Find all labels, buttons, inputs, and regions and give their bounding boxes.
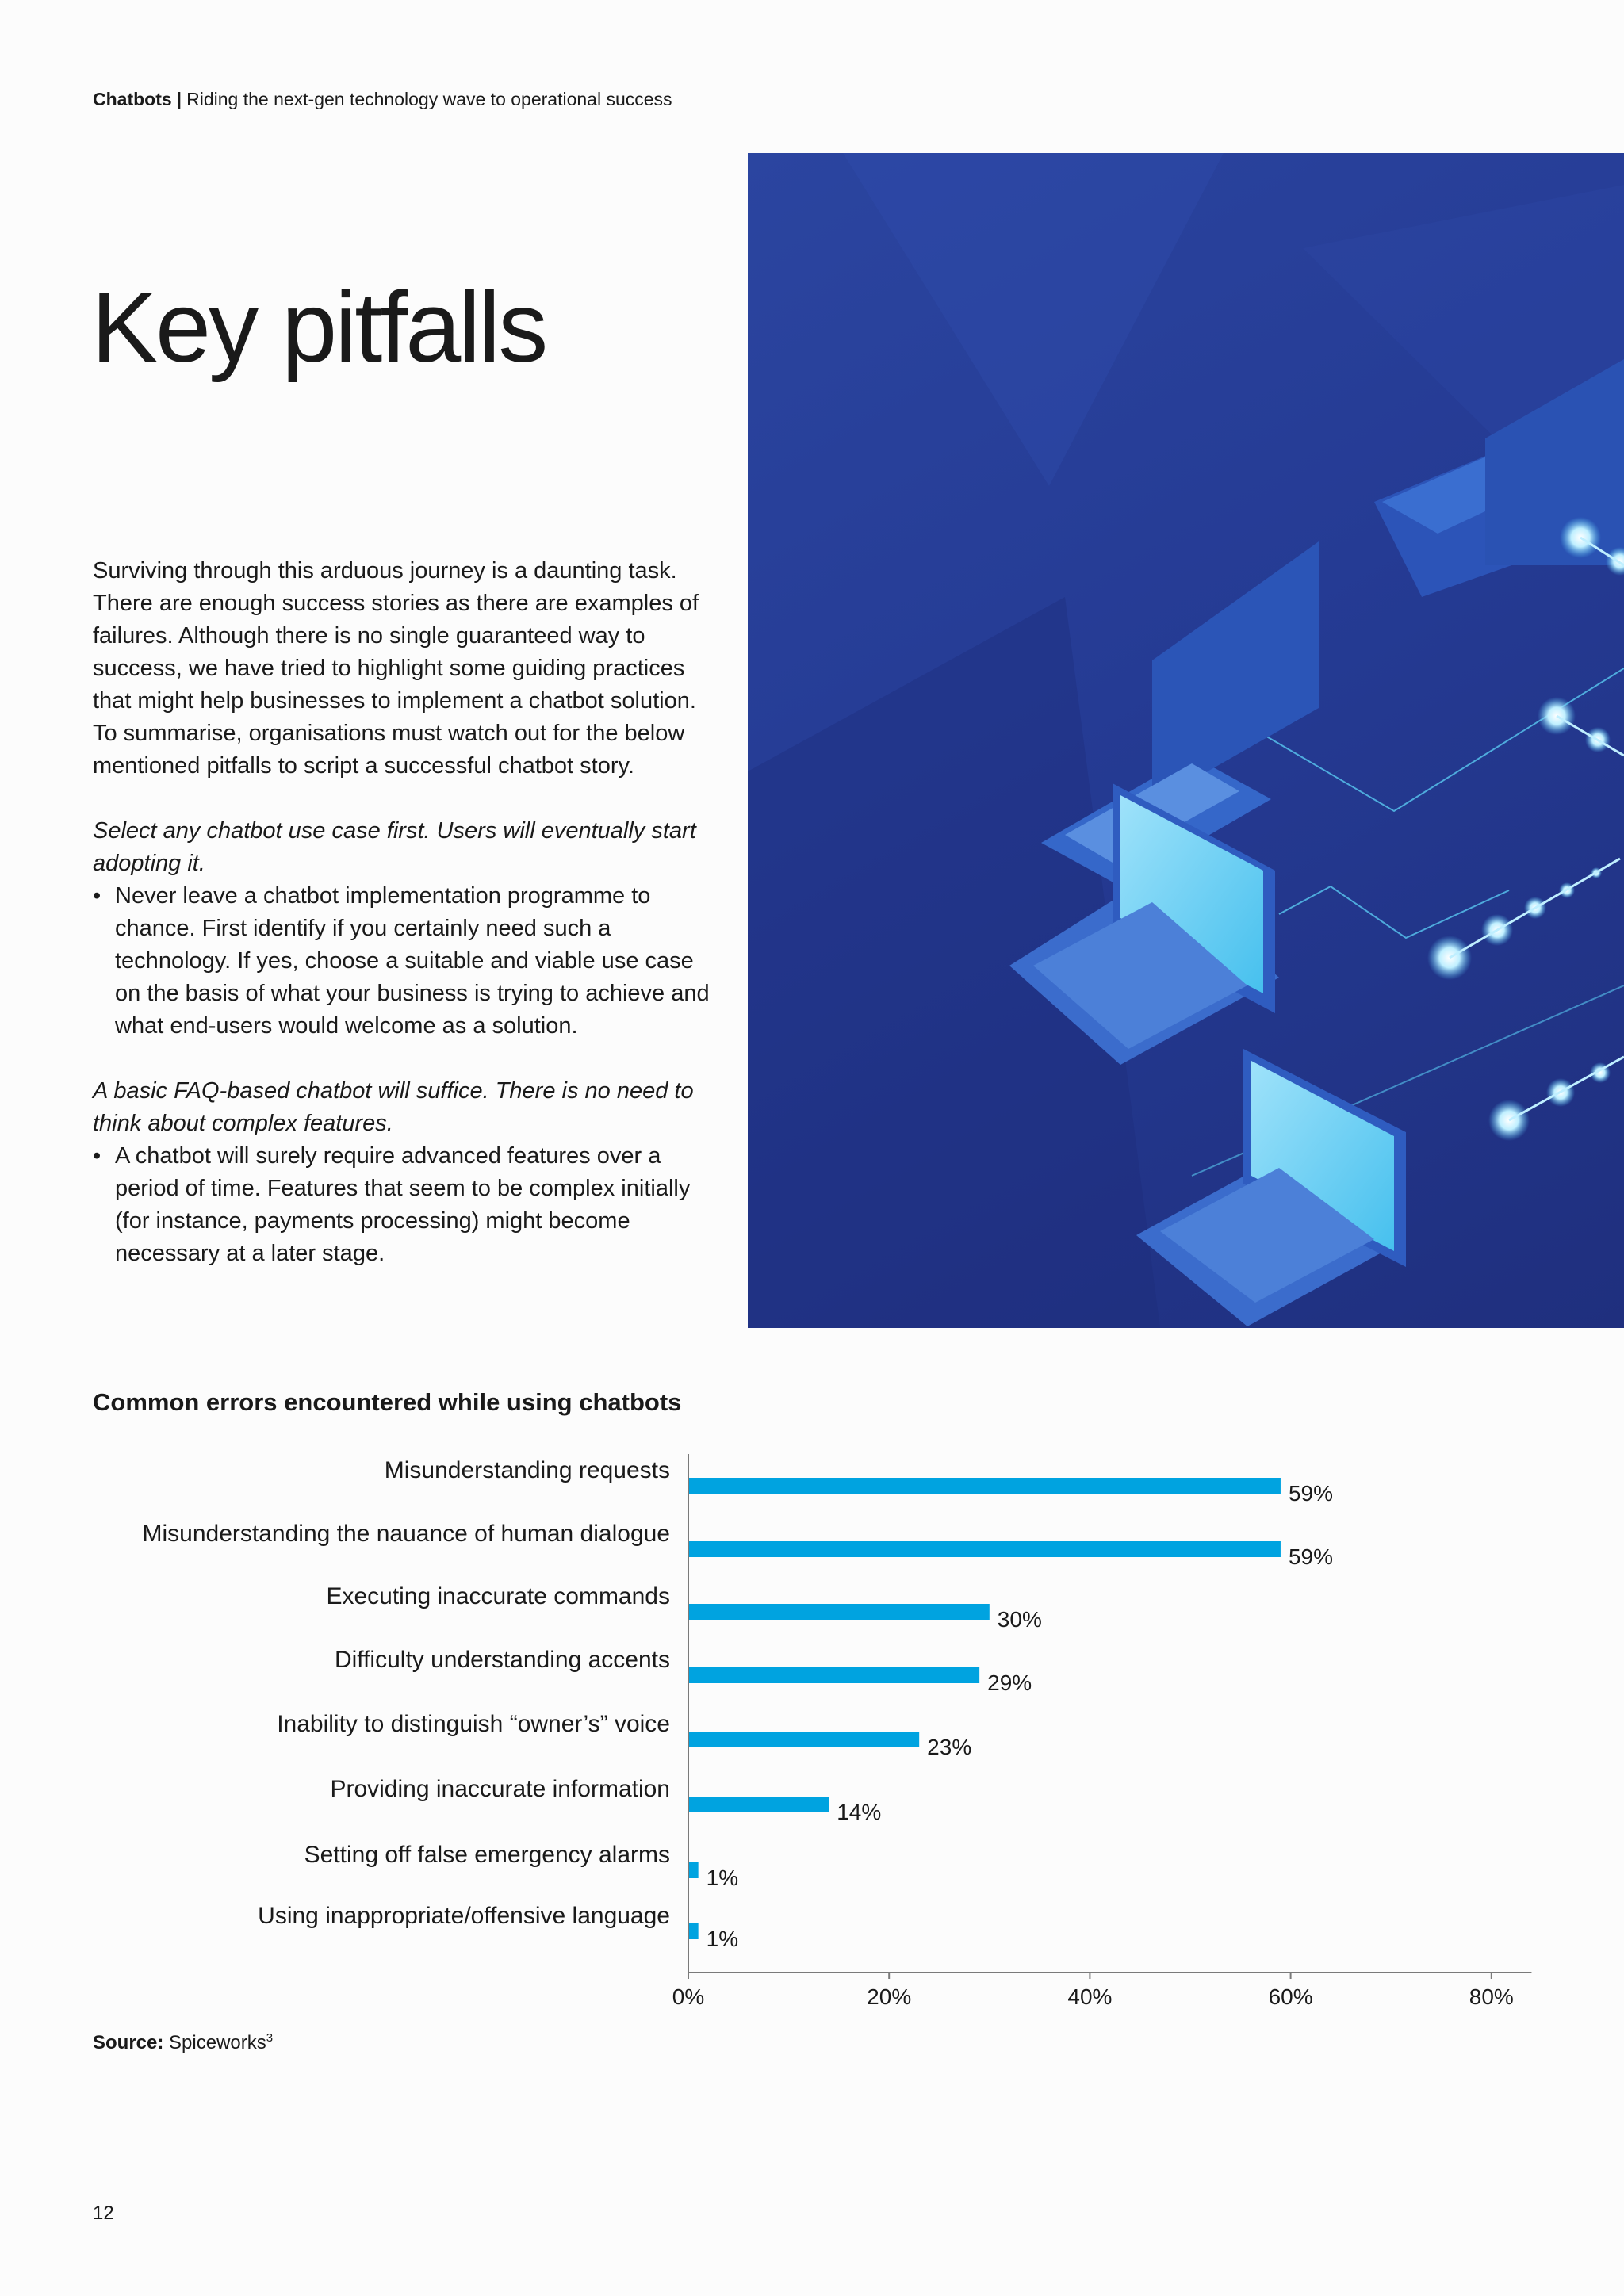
- category-label: Difficulty understanding accents: [334, 1647, 670, 1673]
- x-tick-label: 80%: [1469, 1984, 1514, 2009]
- bar: [688, 1732, 919, 1747]
- data-label: 30%: [997, 1607, 1042, 1632]
- x-tick-label: 60%: [1268, 1984, 1313, 2009]
- category-label: Inability to distinguish “owner’s” voice: [277, 1711, 670, 1737]
- pitfall-bullet-1: [93, 880, 715, 1043]
- category-label: Misunderstanding requests: [384, 1457, 670, 1483]
- bar: [688, 1478, 1281, 1494]
- category-label: Providing inaccurate information: [330, 1776, 670, 1802]
- source-label: Source:: [93, 2032, 164, 2053]
- data-label: 59%: [1288, 1544, 1333, 1569]
- data-label: 1%: [706, 1866, 739, 1890]
- page-title: Key pitfalls: [91, 271, 546, 383]
- data-label: 59%: [1288, 1481, 1333, 1506]
- bullet-icon: •: [93, 883, 102, 909]
- chart-svg: [0, 1427, 1624, 2030]
- category-label: Using inappropriate/offensive language: [258, 1903, 670, 1929]
- bar: [688, 1604, 990, 1620]
- network-nodes: [1427, 517, 1624, 1141]
- bar: [688, 1862, 699, 1878]
- body-text: [93, 555, 715, 1270]
- bullet-icon: •: [93, 1143, 102, 1169]
- chart-title: Common errors encountered while using chatbots: [93, 1388, 682, 1416]
- bar: [688, 1797, 829, 1812]
- header-separator: |: [176, 89, 182, 109]
- pitfall-bullet-2: [93, 1140, 715, 1270]
- x-tick-label: 0%: [672, 1984, 705, 2009]
- source-note: [93, 2031, 273, 2054]
- header-subtitle: Riding the next-gen technology wave to operational success: [186, 89, 672, 109]
- category-label: Setting off false emergency alarms: [304, 1842, 670, 1868]
- errors-bar-chart: [0, 1427, 1624, 2030]
- data-label: 14%: [837, 1800, 882, 1824]
- category-label: Executing inaccurate commands: [326, 1583, 670, 1609]
- bar: [688, 1923, 699, 1939]
- data-label: 29%: [987, 1670, 1032, 1695]
- page-number: 12: [93, 2202, 114, 2224]
- pitfall-bullet-text-2: A chatbot will surely require advanced features over a period of time. Features that seem to be complex initially (for instance, payments processing) might become necessary at a later stage.: [115, 1143, 691, 1266]
- pitfall-myth-2: A basic FAQ-based chatbot will suffice. There is no need to think about complex features.: [93, 1078, 694, 1136]
- source-footnote: 3: [266, 2031, 274, 2045]
- source-text: Spiceworks: [169, 2032, 266, 2053]
- intro-paragraph: Surviving through this arduous journey is a daunting task. There are enough success stories as there are examples of failures. Although there is no single guaranteed way to success, we have tried to highlight some guiding practices that might help businesses to implement a chatbot solution. To summarise, organisations must watch out for the below mentioned pitfalls to script a successful chatbot story.: [93, 558, 699, 779]
- running-header: [93, 89, 672, 110]
- header-section-label: Chatbots: [93, 89, 172, 109]
- data-label: 23%: [927, 1735, 972, 1759]
- laptops-network-illustration: [748, 153, 1624, 1328]
- laptops-network-icon: [748, 153, 1624, 1328]
- bar: [688, 1667, 979, 1683]
- bar: [688, 1541, 1281, 1557]
- pitfall-bullet-text-1: Never leave a chatbot implementation programme to chance. First identify if you certainly need such a technology. If yes, choose a suitable and viable use case on the basis of what your business is trying to achieve and what end-users would welcome as a solution.: [115, 883, 710, 1039]
- pitfall-myth-1: Select any chatbot use case first. Users will eventually start adopting it.: [93, 818, 696, 876]
- category-label: Misunderstanding the nauance of human dialogue: [142, 1521, 670, 1547]
- x-tick-label: 20%: [867, 1984, 912, 2009]
- data-label: 1%: [706, 1927, 739, 1951]
- laptop-bottom: [1136, 1049, 1406, 1326]
- x-tick-label: 40%: [1067, 1984, 1113, 2009]
